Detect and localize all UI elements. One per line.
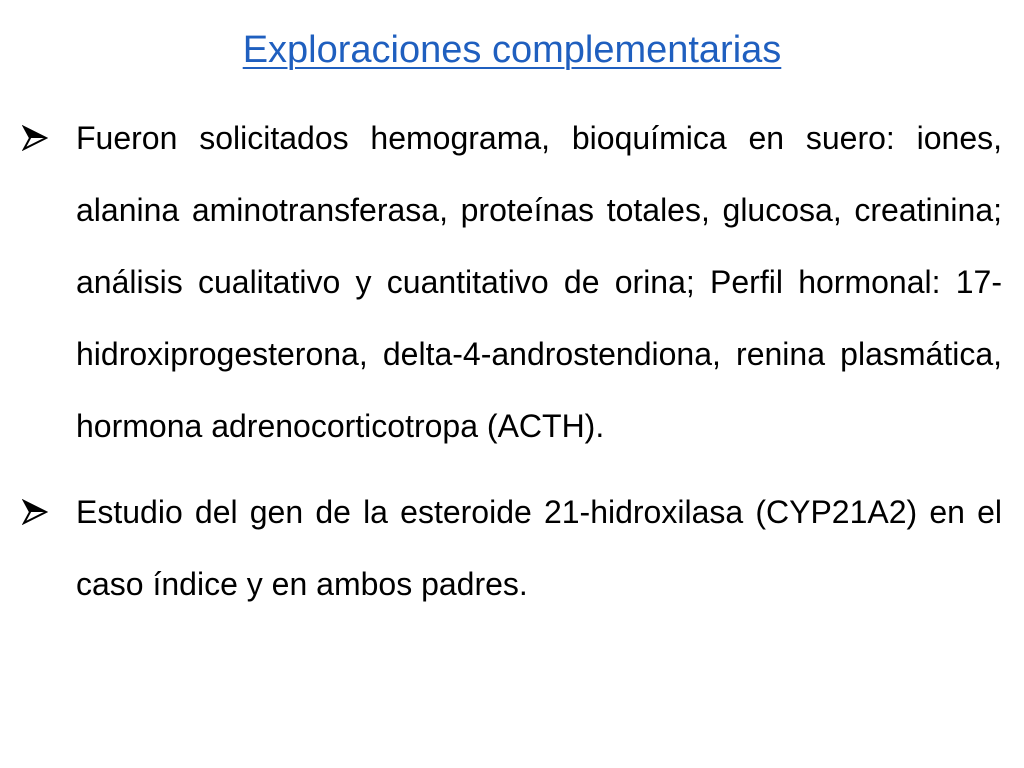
slide-title: Exploraciones complementarias <box>242 29 782 71</box>
arrowhead-bullet-icon <box>22 102 76 174</box>
bullet-item-1 <box>22 102 1002 462</box>
bullet-text-2: Estudio del gen de la esteroide 21-hidroxilasa (CYP21A2) en el caso índice y en ambos padres. <box>76 494 1002 602</box>
arrowhead-bullet-icon <box>22 476 76 548</box>
bullet-item-2 <box>22 476 1002 620</box>
bullet-list <box>22 102 1002 634</box>
bullet-text-1: Fueron solicitados hemograma, bioquímica en suero: iones, alanina aminotransferasa, proteínas totales, glucosa, creatinina; análisis cualitativo y cuantitativo de orina; Perfil hormonal: 17-hidroxiprogesterona, delta-4-androstendiona, renina plasmática, hormona adrenocorticotropa (ACTH). <box>76 120 1002 444</box>
